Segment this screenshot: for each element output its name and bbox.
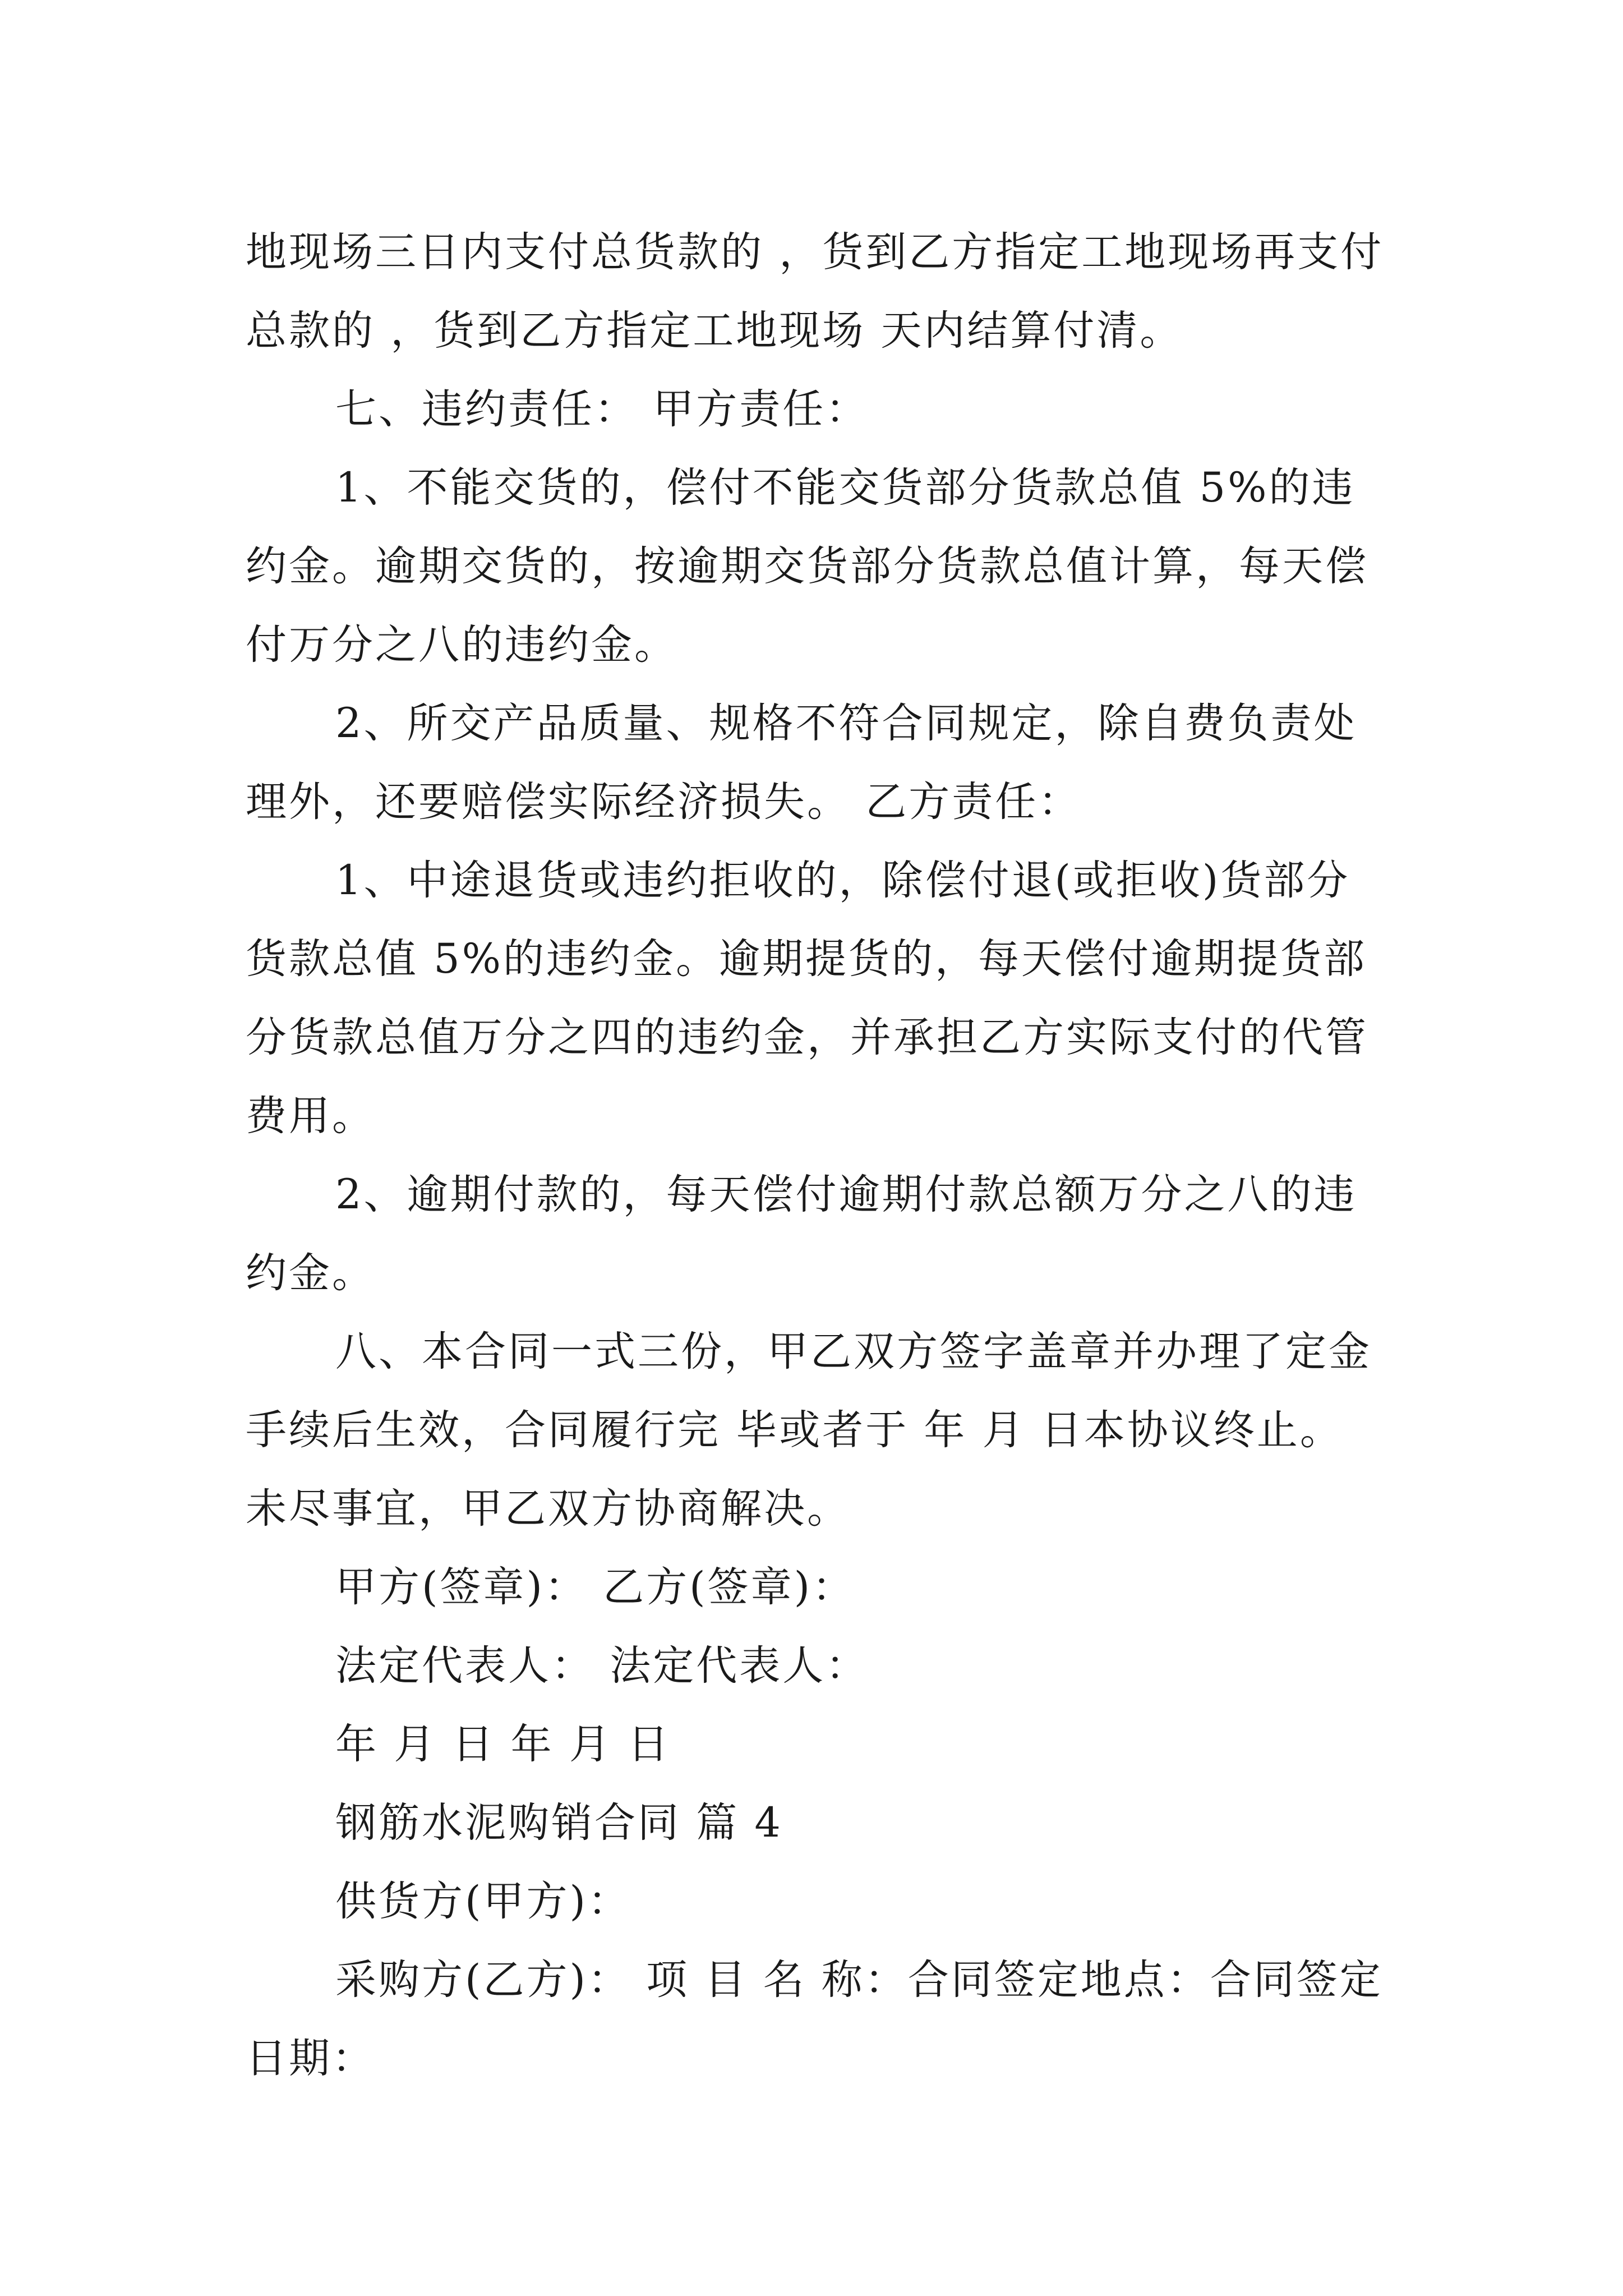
paragraph-party-b-clause-2: 2、逾期付款的，每天偿付逾期付款总额万分之八的违约金。 [246, 1171, 1357, 1297]
paragraph-payment-terms: 地现场三日内支付总货款的 ，货到乙方指定工地现场再支付总款的 ，货到乙方指定工地现场 天内结算付清。 [246, 228, 1384, 355]
date-line: 年 月 日 年 月 日 [335, 1720, 671, 1768]
purchaser-line: 采购方(乙方)： 项 目 名 称：合同签定地点：合同签定日期： [246, 1956, 1383, 2082]
section-title: 钢筋水泥购销合同 篇 4 [335, 1799, 783, 1847]
paragraph-breach-heading: 七、违约责任： 甲方责任： [335, 385, 869, 433]
document-body [246, 213, 1384, 2098]
signature-line: 甲方(签章)： 乙方(签章)： [335, 1563, 856, 1611]
paragraph-party-b-clause-1: 1、中途退货或违约拒收的，除偿付退(或拒收)货部分货款总值 5%的违约金。逾期提货的，每天偿付逾期提货部分货款总值万分之四的违约金，并承担乙方实际支付的代管费用。 [246, 857, 1368, 1140]
paragraph-copies-clause: 八、本合同一式三份，甲乙双方签字盖章并办理了定金手续后生效，合同履行完 毕或者于 年 月 日本协议终止。未尽事宜，甲乙双方协商解决。 [246, 1328, 1372, 1533]
representative-line: 法定代表人： 法定代表人： [335, 1642, 869, 1690]
supplier-line: 供货方(甲方)： [335, 1878, 631, 1925]
paragraph-party-a-clause-2: 2、所交产品质量、规格不符合同规定，除自费负责处理外，还要赔偿实际经济损失。 乙方责任： [246, 700, 1357, 826]
paragraph-party-a-clause-1: 1、不能交货的，偿付不能交货部分货款总值 5%的违约金。逾期交货的，按逾期交货部分货款总值计算，每天偿付万分之八的违约金。 [246, 464, 1368, 669]
